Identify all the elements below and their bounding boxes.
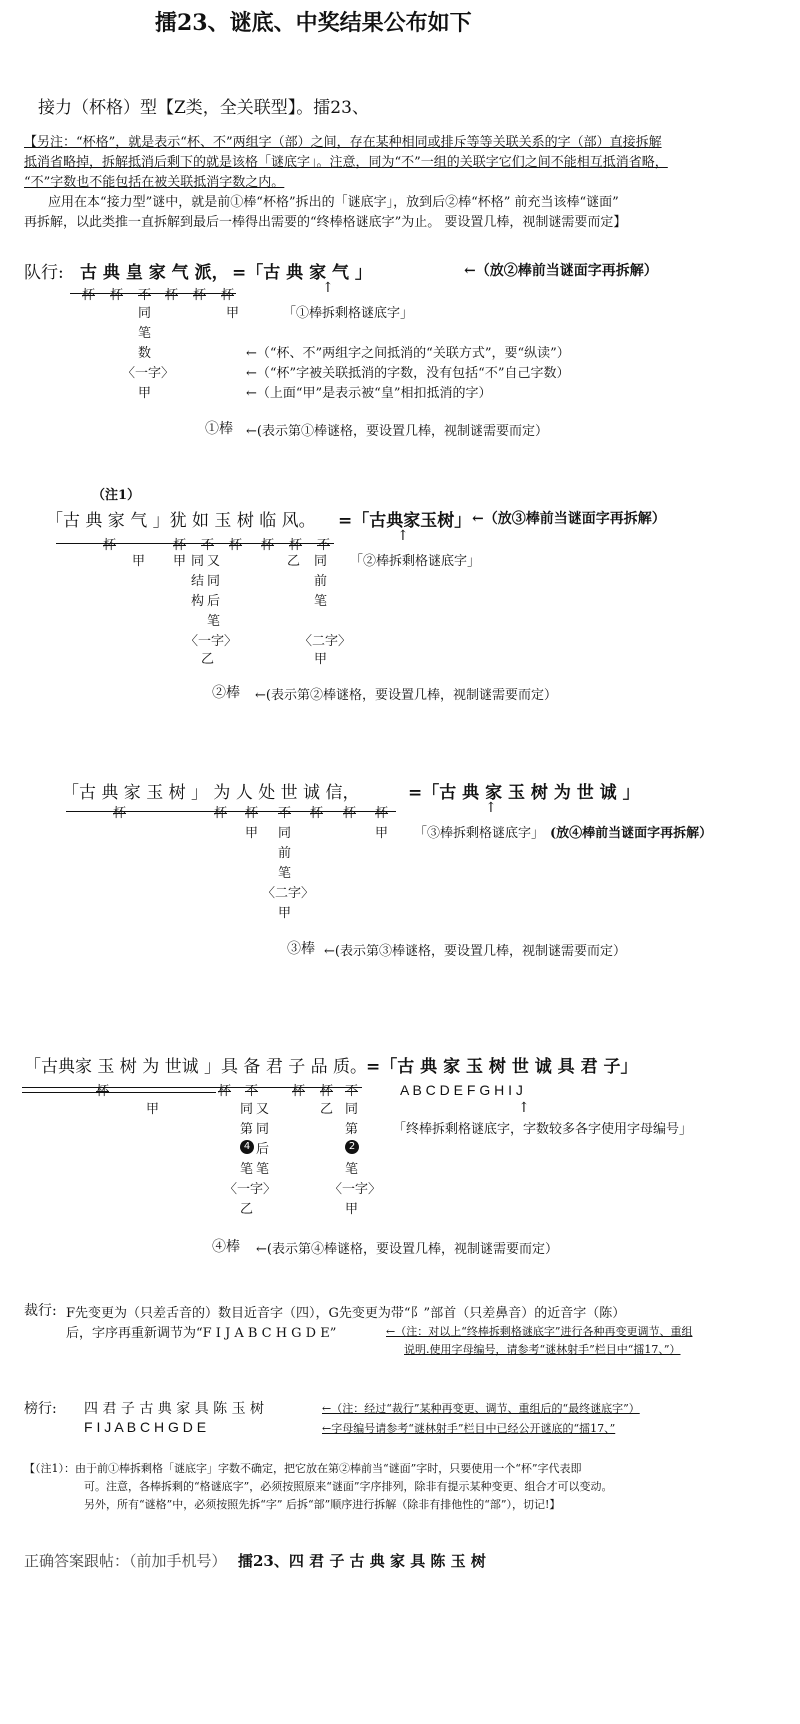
s1-arrow-note: ←（放②棒前当谜面字再拆解） — [464, 263, 658, 279]
s1-mark: 杯 — [193, 288, 207, 303]
s2-col-a: 笔 — [207, 614, 221, 629]
s1-mark: 杯 — [221, 288, 235, 303]
answer-label: 正确答案跟帖：（前加手机号） — [24, 1552, 227, 1570]
s4-col-a: 〈一字〉 — [224, 1182, 277, 1197]
footnote-line-1: 【（注1）：由于前①棒拆剩格「谜底字」字数不确定，把它放在第②棒前当“谜面”字时，只要使用一个“杯”字代表即 — [24, 1462, 582, 1475]
s2-annotation: （注1） — [92, 488, 141, 503]
s1-bang: ①棒 — [205, 421, 233, 437]
s1-equals: =「古 典 家 气 」 — [232, 263, 372, 283]
s2-arrow-note: ←（放③棒前当谜面字再拆解） — [472, 511, 666, 527]
s4-col-b: 〈一字〉 — [329, 1182, 382, 1197]
bang-note-1: ←（注：经过“裁行”某种再变更、调节、重组后的“最终谜底字”） — [322, 1402, 640, 1415]
page-title: 擂23、谜底、中奖结果公布如下 — [155, 10, 472, 36]
s4-col-a2: 笔 — [256, 1162, 270, 1177]
s2-mark: 杯 — [261, 538, 275, 553]
s2-col-b: 〈二字〉 — [299, 634, 352, 649]
s1-col-item: 数 — [138, 346, 152, 361]
s3-riddle-chars: 「古 典 家 玉 树 」 为 人 处 世 诚 信， — [62, 783, 360, 803]
cai-note-1: ←（注：对以上“终棒拆剩格谜底字”进行各种再变更调节、重组 — [386, 1325, 693, 1338]
s4-col-a2: 又 — [256, 1102, 270, 1117]
s4-col-a — [240, 1138, 254, 1154]
s3-mark: 不 — [278, 806, 292, 821]
s3-mark: 杯 — [343, 806, 357, 821]
s4-col-a2: 同 — [256, 1122, 270, 1137]
bang-note-2: ←字母编号请参考“谜林射手”栏目中已经公开谜底的“擂17、” — [322, 1422, 616, 1435]
note-line-5: 再拆解，以此类推一直拆解到最后一棒得出需要的“终棒格谜底字”为止。 要设置几棒，视制谜需要而定】 — [24, 215, 627, 230]
s2-col-b: 前 — [314, 574, 328, 589]
s4-col-a: 笔 — [240, 1162, 254, 1177]
bang-label: 榜行: — [24, 1401, 57, 1417]
s4-col-b: 笔 — [345, 1162, 359, 1177]
s2-col-a: 结 — [191, 574, 205, 589]
s3-col: 前 — [278, 846, 292, 861]
s2-col-a2: 又 — [207, 554, 221, 569]
bang-chars: 四 君 子 古 典 家 具 陈 玉 树 — [84, 1401, 265, 1417]
s4-col-a: 同 — [240, 1102, 254, 1117]
s4-col-a: 乙 — [240, 1202, 254, 1217]
intro-line: 接力（杯格）型【Z类，全关联型】。擂23、 — [38, 98, 369, 118]
s1-col-item: 同 — [138, 306, 152, 321]
s2-mark: 不 — [317, 538, 331, 553]
s4-bang-note: ←(表示第④棒谜格，要设置几棒，视制谜需要而定） — [256, 1242, 558, 1257]
s2-mark: 杯 — [103, 538, 117, 553]
s3-bracket-label: 「③棒拆剩格谜底字」 — [414, 826, 545, 841]
footnote-line-2: 可。注意，各棒拆剩的“格谜底字”，必须按照原来“谜面”字序排列，除非有提示某种变更、组合才可以变动。 — [84, 1480, 613, 1493]
s4-bang: ④棒 — [212, 1239, 240, 1255]
s1-up-arrow-icon: ↑ — [322, 280, 334, 296]
s4-letter-codes: A B C D E F G H I J — [400, 1082, 523, 1098]
s3-jia: 甲 — [375, 826, 389, 841]
s4-equals: =「古 典 家 玉 树 世 诚 具 君 子」 — [366, 1057, 638, 1077]
s2-mark: 杯 — [173, 538, 187, 553]
s3-up-arrow-icon: ↑ — [485, 800, 497, 816]
s2-bang-note: ←(表示第②棒谜格，要设置几棒，视制谜需要而定） — [255, 688, 557, 703]
cai-line-1: F先变更为（只差舌音的）数目近音字（四），G先变更为带“阝”部首（只差鼻音）的近音字（陈） — [66, 1306, 626, 1321]
s2-equals: =「古典家玉树」 — [338, 511, 472, 531]
s2-col-a: 乙 — [201, 652, 215, 667]
s3-col: 〈二字〉 — [262, 886, 315, 901]
s1-note-1: ←（“杯、不”两组字之间抵消的“关联方式”，要“纵读”） — [246, 346, 570, 361]
s4-up-arrow-icon: ↑ — [518, 1100, 530, 1116]
s3-mark: 杯 — [310, 806, 324, 821]
s2-jia: 甲 — [132, 554, 146, 569]
s4-mark: 不 — [345, 1084, 359, 1099]
s1-mark: 杯 — [82, 288, 96, 303]
note-line-3: “不”字数也不能包括在被关联抵消字数之内。 — [24, 175, 285, 190]
s4-col-b: 同 — [345, 1102, 359, 1117]
s1-col-item: 甲 — [138, 386, 152, 401]
s2-riddle-chars: 「古 典 家 气 」犹 如 玉 树 临 风。 — [46, 511, 316, 531]
s2-col-a2: 后 — [207, 594, 221, 609]
cai-label: 裁行: — [24, 1303, 57, 1319]
s1-riddle-chars: 古 典 皇 家 气 派， — [80, 263, 229, 283]
s4-col-b — [345, 1138, 359, 1154]
s2-col-b: 笔 — [314, 594, 328, 609]
s1-jia: 甲 — [226, 306, 240, 321]
s4-mark: 杯 — [218, 1084, 232, 1099]
s1-mark: 杯 — [110, 288, 124, 303]
s2-mark: 杯 — [289, 538, 303, 553]
s2-bang: ②棒 — [212, 685, 240, 701]
s3-col: 同 — [278, 826, 292, 841]
bang-letters: F I J A B C H G D E — [84, 1419, 207, 1435]
cai-note-2: 说明.使用字母编号，请参考“谜林射手”栏目中“擂17、”） — [404, 1343, 681, 1356]
s1-col-item: 〈一字〉 — [122, 366, 175, 381]
s4-mark: 不 — [245, 1084, 259, 1099]
note-line-1: 【另注：“杯格”，就是表示“杯、不”两组字（部）之间，存在某种相同或排斥等等关联关系的字（部）直接拆解 — [24, 135, 662, 150]
s4-marks-line-2 — [22, 1092, 216, 1093]
s4-mark: 杯 — [96, 1084, 110, 1099]
s2-col-a: 构 — [191, 594, 205, 609]
s3-col: 笔 — [278, 866, 292, 881]
s3-arrow-note: (放④棒前当谜面字再拆解） — [550, 826, 713, 841]
s4-col-b: 甲 — [345, 1202, 359, 1217]
s1-mark: 不 — [138, 288, 152, 303]
s2-col-a: 〈一字〉 — [185, 634, 238, 649]
s1-bracket-label: 「①棒拆剩格谜底字」 — [283, 306, 414, 321]
s1-note-2: ←（“杯”字被关联抵消的字数，没有包括“不”自己字数） — [246, 366, 570, 381]
s1-col-item: 笔 — [138, 326, 152, 341]
s4-mark: 杯 — [292, 1084, 306, 1099]
s2-up-arrow-icon: ↑ — [397, 528, 409, 544]
s4-circled-number: 2 — [345, 1140, 359, 1154]
s3-mark: 杯 — [113, 806, 127, 821]
s4-circled-number: 4 — [240, 1140, 254, 1154]
s3-bang: ③棒 — [287, 941, 315, 957]
s4-riddle-chars: 「古典家 玉 树 为 世诚 」具 备 君 子 品 质。 — [24, 1057, 368, 1077]
s4-col-a: 第 — [240, 1122, 254, 1137]
s2-col-b: 甲 — [314, 652, 328, 667]
s4-col-b: 乙 — [320, 1102, 334, 1117]
s2-mark: 杯 — [229, 538, 243, 553]
s4-bracket-label: 「终棒拆剩格谜底字，字数较多各字使用字母编号」 — [393, 1122, 693, 1137]
s3-mark: 杯 — [375, 806, 389, 821]
answer-text: 擂23、四 君 子 古 典 家 具 陈 玉 树 — [238, 1552, 486, 1570]
s3-bang-note: ←(表示第③棒谜格，要设置几棒，视制谜需要而定） — [324, 944, 626, 959]
s4-col-b: 第 — [345, 1122, 359, 1137]
s1-mark: 杯 — [165, 288, 179, 303]
s4-jia: 甲 — [146, 1102, 160, 1117]
s3-col: 甲 — [278, 906, 292, 921]
s3-jia: 甲 — [245, 826, 259, 841]
s2-col-b: 乙 — [287, 554, 301, 569]
s2-mark: 不 — [201, 538, 215, 553]
s2-col-a: 同 — [191, 554, 205, 569]
s4-marks-line — [22, 1087, 362, 1088]
footnote-line-3: 另外，所有“谜格”中，必须按照先拆“字” 后拆“部”顺序进行拆解（除非有排他性的“部”），切记!】 — [84, 1498, 561, 1511]
s2-bracket-label: 「②棒拆剩格谜底字」 — [350, 554, 481, 569]
note-line-2: 抵消省略掉，拆解抵消后剩下的就是该格「谜底字」。注意，同为“不”一组的关联字它们之间不能相互抵消省略， — [24, 155, 668, 170]
s4-col-a2: 后 — [256, 1142, 270, 1157]
s3-equals: =「古 典 家 玉 树 为 世 诚 」 — [408, 783, 640, 803]
s2-col-a2: 同 — [207, 574, 221, 589]
s3-mark: 杯 — [214, 806, 228, 821]
s3-mark: 杯 — [245, 806, 259, 821]
s4-mark: 杯 — [320, 1084, 334, 1099]
cai-line-2: 后，字序再重新调节为“F I J A B C H G D E” — [66, 1326, 337, 1341]
s2-col-a: 甲 — [173, 554, 187, 569]
s1-note-3: ←（上面“甲”是表示被“皇”相扣抵消的字） — [246, 386, 492, 401]
s1-label: 队行: — [24, 263, 64, 283]
note-line-4: 应用在本“接力型”谜中，就是前①棒“杯格”拆出的「谜底字」，放到后②棒“杯格” 前充当该棒“谜面” — [48, 195, 619, 210]
s2-col-b: 同 — [314, 554, 328, 569]
s1-bang-note: ←(表示第①棒谜格，要设置几棒，视制谜需要而定） — [246, 424, 548, 439]
